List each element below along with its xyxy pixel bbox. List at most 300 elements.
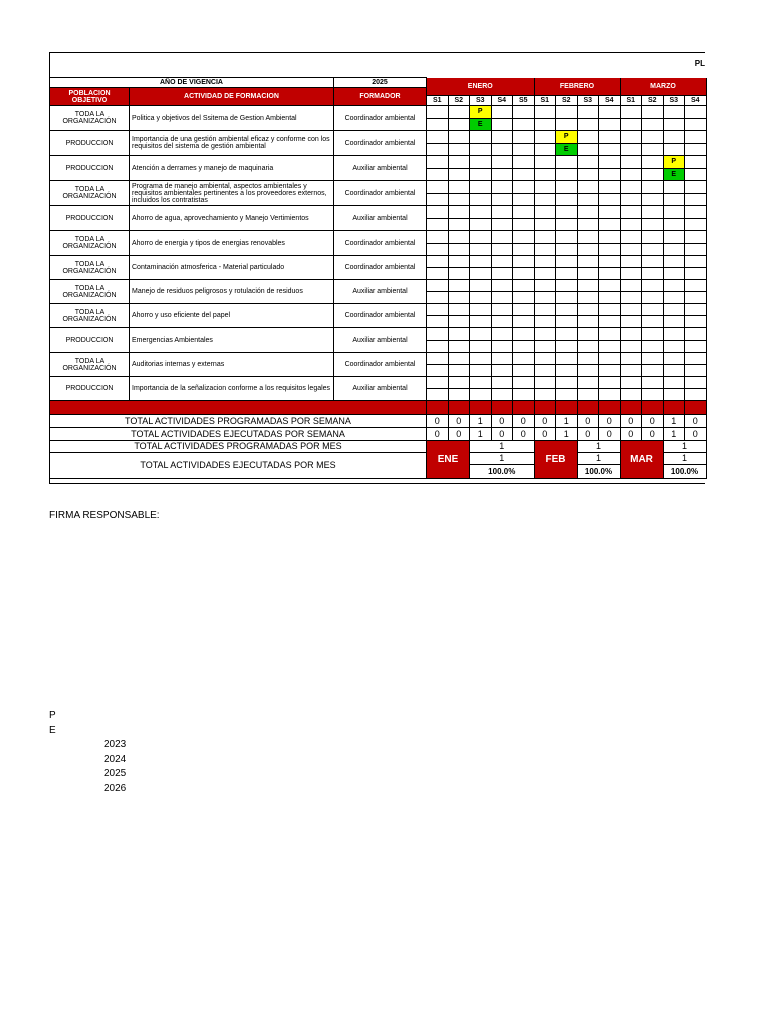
- week-cell-ejecutado[interactable]: [535, 244, 557, 257]
- week-cell-programado[interactable]: [642, 131, 664, 144]
- week-cell-programado[interactable]: [642, 181, 664, 194]
- week-cell-ejecutado[interactable]: [556, 316, 578, 328]
- week-cell-programado[interactable]: [513, 353, 535, 365]
- week-cell-ejecutado[interactable]: [449, 219, 471, 232]
- week-cell-programado[interactable]: [470, 304, 492, 316]
- week-cell-programado[interactable]: [599, 328, 621, 341]
- week-cell-ejecutado[interactable]: [642, 244, 664, 257]
- week-cell-programado[interactable]: [513, 156, 535, 169]
- week-cell-ejecutado[interactable]: [427, 219, 449, 232]
- week-cell-programado[interactable]: [535, 206, 557, 219]
- week-cell-programado[interactable]: [492, 231, 514, 244]
- week-cell-programado[interactable]: [664, 328, 686, 341]
- week-cell-ejecutado[interactable]: [685, 169, 707, 182]
- week-cell-ejecutado[interactable]: [535, 292, 557, 304]
- week-cell-ejecutado[interactable]: [556, 292, 578, 304]
- week-cell-ejecutado[interactable]: [535, 219, 557, 232]
- week-cell-programado[interactable]: [556, 353, 578, 365]
- week-cell-ejecutado[interactable]: [642, 341, 664, 354]
- week-cell-ejecutado[interactable]: [578, 268, 600, 280]
- week-cell-programado[interactable]: [556, 377, 578, 389]
- week-cell-ejecutado[interactable]: [513, 119, 535, 132]
- week-cell-programado[interactable]: [685, 304, 707, 316]
- week-cell-ejecutado[interactable]: [492, 365, 514, 377]
- week-cell-ejecutado[interactable]: [449, 316, 471, 328]
- week-cell-ejecutado[interactable]: [642, 219, 664, 232]
- week-cell-programado[interactable]: [664, 131, 686, 144]
- week-cell-ejecutado[interactable]: [449, 341, 471, 354]
- week-cell-ejecutado[interactable]: [621, 268, 643, 280]
- week-cell-programado[interactable]: [513, 256, 535, 268]
- week-cell-programado[interactable]: [599, 181, 621, 194]
- week-cell-programado[interactable]: [685, 280, 707, 292]
- week-cell-ejecutado[interactable]: [513, 169, 535, 182]
- week-cell-programado[interactable]: [535, 328, 557, 341]
- week-cell-ejecutado[interactable]: [664, 316, 686, 328]
- week-cell-ejecutado[interactable]: [685, 389, 707, 401]
- week-cell-programado[interactable]: [427, 280, 449, 292]
- week-cell-ejecutado[interactable]: [427, 194, 449, 207]
- programado-marker[interactable]: P: [556, 131, 578, 144]
- week-cell-ejecutado[interactable]: [578, 316, 600, 328]
- week-cell-ejecutado[interactable]: [427, 316, 449, 328]
- week-cell-ejecutado[interactable]: [664, 268, 686, 280]
- week-cell-ejecutado[interactable]: [492, 341, 514, 354]
- week-cell-ejecutado[interactable]: [513, 292, 535, 304]
- week-cell-ejecutado[interactable]: [513, 341, 535, 354]
- week-cell-ejecutado[interactable]: [535, 268, 557, 280]
- week-cell-programado[interactable]: [492, 280, 514, 292]
- week-cell-programado[interactable]: [535, 353, 557, 365]
- week-cell-ejecutado[interactable]: [642, 194, 664, 207]
- week-cell-programado[interactable]: [470, 131, 492, 144]
- week-cell-programado[interactable]: [535, 106, 557, 119]
- week-cell-ejecutado[interactable]: [556, 268, 578, 280]
- programado-marker[interactable]: P: [664, 156, 686, 169]
- week-cell-programado[interactable]: [470, 206, 492, 219]
- week-cell-programado[interactable]: [599, 231, 621, 244]
- week-cell-programado[interactable]: [492, 377, 514, 389]
- week-cell-programado[interactable]: [449, 353, 471, 365]
- week-cell-programado[interactable]: [492, 328, 514, 341]
- week-cell-programado[interactable]: [621, 304, 643, 316]
- week-cell-ejecutado[interactable]: [492, 219, 514, 232]
- week-cell-programado[interactable]: [685, 131, 707, 144]
- week-cell-programado[interactable]: [642, 231, 664, 244]
- week-cell-ejecutado[interactable]: [427, 389, 449, 401]
- week-cell-programado[interactable]: [470, 353, 492, 365]
- week-cell-programado[interactable]: [599, 256, 621, 268]
- week-cell-programado[interactable]: [599, 304, 621, 316]
- week-cell-ejecutado[interactable]: [470, 194, 492, 207]
- week-cell-programado[interactable]: [492, 256, 514, 268]
- week-cell-programado[interactable]: [427, 304, 449, 316]
- week-cell-programado[interactable]: [556, 106, 578, 119]
- week-cell-programado[interactable]: [599, 131, 621, 144]
- week-cell-ejecutado[interactable]: [578, 194, 600, 207]
- week-cell-ejecutado[interactable]: [449, 169, 471, 182]
- week-cell-ejecutado[interactable]: [427, 365, 449, 377]
- week-cell-ejecutado[interactable]: [664, 244, 686, 257]
- week-cell-programado[interactable]: [449, 231, 471, 244]
- week-cell-ejecutado[interactable]: [685, 244, 707, 257]
- week-cell-programado[interactable]: [578, 131, 600, 144]
- week-cell-ejecutado[interactable]: [685, 365, 707, 377]
- week-cell-programado[interactable]: [578, 377, 600, 389]
- week-cell-ejecutado[interactable]: [427, 169, 449, 182]
- week-cell-ejecutado[interactable]: [664, 219, 686, 232]
- week-cell-ejecutado[interactable]: [427, 244, 449, 257]
- week-cell-programado[interactable]: [599, 280, 621, 292]
- week-cell-programado[interactable]: [449, 131, 471, 144]
- week-cell-programado[interactable]: [599, 353, 621, 365]
- week-cell-programado[interactable]: [642, 377, 664, 389]
- week-cell-programado[interactable]: [513, 377, 535, 389]
- week-cell-ejecutado[interactable]: [621, 365, 643, 377]
- week-cell-ejecutado[interactable]: [621, 119, 643, 132]
- week-cell-programado[interactable]: [449, 256, 471, 268]
- week-cell-ejecutado[interactable]: [621, 144, 643, 157]
- week-cell-ejecutado[interactable]: [578, 341, 600, 354]
- week-cell-programado[interactable]: [621, 256, 643, 268]
- week-cell-ejecutado[interactable]: [685, 316, 707, 328]
- week-cell-programado[interactable]: [664, 181, 686, 194]
- week-cell-programado[interactable]: [642, 280, 664, 292]
- week-cell-ejecutado[interactable]: [449, 365, 471, 377]
- week-cell-ejecutado[interactable]: [470, 244, 492, 257]
- week-cell-ejecutado[interactable]: [578, 292, 600, 304]
- week-cell-ejecutado[interactable]: [621, 316, 643, 328]
- week-cell-ejecutado[interactable]: [642, 119, 664, 132]
- week-cell-programado[interactable]: [492, 106, 514, 119]
- week-cell-ejecutado[interactable]: [513, 194, 535, 207]
- week-cell-ejecutado[interactable]: [685, 219, 707, 232]
- week-cell-ejecutado[interactable]: [470, 316, 492, 328]
- week-cell-programado[interactable]: [578, 304, 600, 316]
- week-cell-programado[interactable]: [578, 231, 600, 244]
- week-cell-ejecutado[interactable]: [642, 292, 664, 304]
- week-cell-programado[interactable]: [513, 106, 535, 119]
- week-cell-ejecutado[interactable]: [642, 268, 664, 280]
- week-cell-programado[interactable]: [427, 206, 449, 219]
- week-cell-ejecutado[interactable]: [664, 389, 686, 401]
- week-cell-ejecutado[interactable]: [513, 268, 535, 280]
- week-cell-programado[interactable]: [470, 377, 492, 389]
- week-cell-ejecutado[interactable]: [599, 119, 621, 132]
- week-cell-programado[interactable]: [578, 156, 600, 169]
- week-cell-ejecutado[interactable]: [427, 341, 449, 354]
- week-cell-programado[interactable]: [578, 206, 600, 219]
- week-cell-ejecutado[interactable]: [513, 244, 535, 257]
- week-cell-programado[interactable]: [599, 156, 621, 169]
- week-cell-ejecutado[interactable]: [470, 169, 492, 182]
- week-cell-ejecutado[interactable]: [642, 316, 664, 328]
- week-cell-ejecutado[interactable]: [556, 119, 578, 132]
- week-cell-ejecutado[interactable]: [492, 194, 514, 207]
- week-cell-programado[interactable]: [470, 280, 492, 292]
- week-cell-ejecutado[interactable]: [664, 194, 686, 207]
- week-cell-ejecutado[interactable]: [535, 169, 557, 182]
- week-cell-ejecutado[interactable]: [470, 144, 492, 157]
- week-cell-ejecutado[interactable]: [599, 316, 621, 328]
- week-cell-ejecutado[interactable]: [513, 219, 535, 232]
- week-cell-programado[interactable]: [535, 304, 557, 316]
- week-cell-ejecutado[interactable]: [578, 219, 600, 232]
- week-cell-ejecutado[interactable]: [513, 316, 535, 328]
- week-cell-programado[interactable]: [470, 328, 492, 341]
- week-cell-ejecutado[interactable]: [621, 341, 643, 354]
- week-cell-programado[interactable]: [513, 131, 535, 144]
- week-cell-programado[interactable]: [685, 377, 707, 389]
- week-cell-programado[interactable]: [685, 328, 707, 341]
- week-cell-programado[interactable]: [535, 377, 557, 389]
- week-cell-programado[interactable]: [621, 328, 643, 341]
- week-cell-ejecutado[interactable]: [685, 268, 707, 280]
- week-cell-ejecutado[interactable]: [427, 119, 449, 132]
- week-cell-programado[interactable]: [578, 328, 600, 341]
- week-cell-programado[interactable]: [599, 206, 621, 219]
- week-cell-ejecutado[interactable]: [492, 244, 514, 257]
- week-cell-ejecutado[interactable]: [492, 316, 514, 328]
- week-cell-programado[interactable]: [685, 106, 707, 119]
- week-cell-ejecutado[interactable]: [621, 244, 643, 257]
- week-cell-programado[interactable]: [642, 304, 664, 316]
- week-cell-programado[interactable]: [427, 256, 449, 268]
- week-cell-ejecutado[interactable]: [535, 365, 557, 377]
- week-cell-ejecutado[interactable]: [556, 169, 578, 182]
- week-cell-ejecutado[interactable]: [578, 244, 600, 257]
- week-cell-programado[interactable]: [621, 377, 643, 389]
- week-cell-programado[interactable]: [664, 280, 686, 292]
- week-cell-programado[interactable]: [556, 156, 578, 169]
- week-cell-programado[interactable]: [513, 231, 535, 244]
- week-cell-programado[interactable]: [513, 206, 535, 219]
- week-cell-programado[interactable]: [535, 280, 557, 292]
- week-cell-ejecutado[interactable]: [470, 268, 492, 280]
- week-cell-ejecutado[interactable]: [642, 144, 664, 157]
- week-cell-programado[interactable]: [642, 106, 664, 119]
- week-cell-programado[interactable]: [427, 231, 449, 244]
- week-cell-ejecutado[interactable]: [556, 219, 578, 232]
- week-cell-programado[interactable]: [449, 377, 471, 389]
- week-cell-ejecutado[interactable]: [578, 365, 600, 377]
- week-cell-ejecutado[interactable]: [492, 169, 514, 182]
- ejecutado-marker[interactable]: E: [556, 144, 578, 157]
- week-cell-ejecutado[interactable]: [535, 316, 557, 328]
- week-cell-programado[interactable]: [578, 256, 600, 268]
- week-cell-ejecutado[interactable]: [642, 169, 664, 182]
- week-cell-programado[interactable]: [449, 206, 471, 219]
- week-cell-programado[interactable]: [449, 280, 471, 292]
- week-cell-programado[interactable]: [664, 377, 686, 389]
- week-cell-ejecutado[interactable]: [599, 268, 621, 280]
- week-cell-ejecutado[interactable]: [449, 292, 471, 304]
- week-cell-programado[interactable]: [427, 181, 449, 194]
- week-cell-programado[interactable]: [449, 181, 471, 194]
- week-cell-programado[interactable]: [492, 304, 514, 316]
- week-cell-programado[interactable]: [621, 181, 643, 194]
- week-cell-programado[interactable]: [449, 304, 471, 316]
- week-cell-ejecutado[interactable]: [664, 341, 686, 354]
- week-cell-programado[interactable]: [492, 206, 514, 219]
- week-cell-ejecutado[interactable]: [642, 389, 664, 401]
- week-cell-programado[interactable]: [492, 353, 514, 365]
- week-cell-programado[interactable]: [513, 304, 535, 316]
- week-cell-programado[interactable]: [621, 353, 643, 365]
- week-cell-programado[interactable]: [621, 106, 643, 119]
- week-cell-programado[interactable]: [492, 181, 514, 194]
- week-cell-programado[interactable]: [642, 156, 664, 169]
- week-cell-ejecutado[interactable]: [427, 268, 449, 280]
- week-cell-programado[interactable]: [664, 106, 686, 119]
- week-cell-programado[interactable]: [578, 181, 600, 194]
- week-cell-ejecutado[interactable]: [470, 292, 492, 304]
- week-cell-ejecutado[interactable]: [578, 389, 600, 401]
- week-cell-programado[interactable]: [685, 256, 707, 268]
- week-cell-ejecutado[interactable]: [556, 244, 578, 257]
- week-cell-ejecutado[interactable]: [685, 194, 707, 207]
- week-cell-ejecutado[interactable]: [492, 292, 514, 304]
- week-cell-programado[interactable]: [427, 353, 449, 365]
- week-cell-programado[interactable]: [556, 280, 578, 292]
- week-cell-programado[interactable]: [492, 131, 514, 144]
- week-cell-ejecutado[interactable]: [599, 365, 621, 377]
- week-cell-programado[interactable]: [621, 156, 643, 169]
- week-cell-ejecutado[interactable]: [685, 341, 707, 354]
- week-cell-programado[interactable]: [513, 181, 535, 194]
- week-cell-ejecutado[interactable]: [599, 244, 621, 257]
- week-cell-ejecutado[interactable]: [449, 244, 471, 257]
- week-cell-programado[interactable]: [449, 156, 471, 169]
- week-cell-programado[interactable]: [599, 377, 621, 389]
- week-cell-ejecutado[interactable]: [599, 169, 621, 182]
- week-cell-ejecutado[interactable]: [449, 119, 471, 132]
- week-cell-ejecutado[interactable]: [578, 144, 600, 157]
- week-cell-programado[interactable]: [492, 156, 514, 169]
- week-cell-ejecutado[interactable]: [449, 194, 471, 207]
- week-cell-programado[interactable]: [470, 256, 492, 268]
- week-cell-ejecutado[interactable]: [470, 341, 492, 354]
- week-cell-ejecutado[interactable]: [599, 219, 621, 232]
- week-cell-ejecutado[interactable]: [621, 292, 643, 304]
- week-cell-programado[interactable]: [427, 131, 449, 144]
- week-cell-ejecutado[interactable]: [599, 292, 621, 304]
- week-cell-programado[interactable]: [578, 280, 600, 292]
- week-cell-programado[interactable]: [664, 304, 686, 316]
- week-cell-ejecutado[interactable]: [427, 144, 449, 157]
- week-cell-programado[interactable]: [535, 156, 557, 169]
- week-cell-ejecutado[interactable]: [664, 292, 686, 304]
- week-cell-programado[interactable]: [556, 206, 578, 219]
- week-cell-ejecutado[interactable]: [535, 194, 557, 207]
- week-cell-programado[interactable]: [427, 106, 449, 119]
- week-cell-programado[interactable]: [470, 181, 492, 194]
- week-cell-programado[interactable]: [556, 181, 578, 194]
- week-cell-programado[interactable]: [685, 181, 707, 194]
- week-cell-ejecutado[interactable]: [556, 365, 578, 377]
- week-cell-ejecutado[interactable]: [556, 341, 578, 354]
- week-cell-programado[interactable]: [556, 328, 578, 341]
- week-cell-programado[interactable]: [642, 328, 664, 341]
- week-cell-programado[interactable]: [535, 131, 557, 144]
- week-cell-ejecutado[interactable]: [621, 169, 643, 182]
- week-cell-ejecutado[interactable]: [599, 144, 621, 157]
- week-cell-programado[interactable]: [470, 156, 492, 169]
- week-cell-ejecutado[interactable]: [470, 365, 492, 377]
- week-cell-programado[interactable]: [556, 231, 578, 244]
- week-cell-ejecutado[interactable]: [664, 365, 686, 377]
- week-cell-ejecutado[interactable]: [535, 119, 557, 132]
- week-cell-programado[interactable]: [642, 206, 664, 219]
- week-cell-ejecutado[interactable]: [685, 119, 707, 132]
- week-cell-programado[interactable]: [685, 156, 707, 169]
- week-cell-ejecutado[interactable]: [449, 144, 471, 157]
- week-cell-ejecutado[interactable]: [492, 119, 514, 132]
- week-cell-programado[interactable]: [621, 280, 643, 292]
- week-cell-programado[interactable]: [621, 206, 643, 219]
- programado-marker[interactable]: P: [470, 106, 492, 119]
- week-cell-programado[interactable]: [513, 328, 535, 341]
- week-cell-programado[interactable]: [685, 353, 707, 365]
- week-cell-ejecutado[interactable]: [599, 194, 621, 207]
- week-cell-ejecutado[interactable]: [513, 389, 535, 401]
- week-cell-ejecutado[interactable]: [470, 219, 492, 232]
- week-cell-ejecutado[interactable]: [535, 389, 557, 401]
- week-cell-programado[interactable]: [664, 206, 686, 219]
- week-cell-ejecutado[interactable]: [578, 169, 600, 182]
- week-cell-programado[interactable]: [427, 156, 449, 169]
- week-cell-ejecutado[interactable]: [621, 219, 643, 232]
- week-cell-ejecutado[interactable]: [535, 144, 557, 157]
- week-cell-programado[interactable]: [535, 231, 557, 244]
- week-cell-programado[interactable]: [664, 353, 686, 365]
- week-cell-ejecutado[interactable]: [664, 119, 686, 132]
- week-cell-ejecutado[interactable]: [556, 194, 578, 207]
- week-cell-programado[interactable]: [556, 256, 578, 268]
- week-cell-ejecutado[interactable]: [470, 389, 492, 401]
- week-cell-ejecutado[interactable]: [535, 341, 557, 354]
- week-cell-ejecutado[interactable]: [621, 194, 643, 207]
- week-cell-programado[interactable]: [621, 131, 643, 144]
- week-cell-ejecutado[interactable]: [685, 144, 707, 157]
- week-cell-programado[interactable]: [642, 256, 664, 268]
- week-cell-ejecutado[interactable]: [427, 292, 449, 304]
- week-cell-ejecutado[interactable]: [578, 119, 600, 132]
- week-cell-programado[interactable]: [427, 377, 449, 389]
- week-cell-ejecutado[interactable]: [664, 144, 686, 157]
- ejecutado-marker[interactable]: E: [664, 169, 686, 182]
- week-cell-ejecutado[interactable]: [492, 144, 514, 157]
- week-cell-ejecutado[interactable]: [513, 365, 535, 377]
- week-cell-programado[interactable]: [599, 106, 621, 119]
- week-cell-programado[interactable]: [427, 328, 449, 341]
- ejecutado-marker[interactable]: E: [470, 119, 492, 132]
- week-cell-ejecutado[interactable]: [556, 389, 578, 401]
- week-cell-programado[interactable]: [578, 106, 600, 119]
- week-cell-ejecutado[interactable]: [449, 389, 471, 401]
- week-cell-programado[interactable]: [621, 231, 643, 244]
- week-cell-programado[interactable]: [685, 206, 707, 219]
- week-cell-programado[interactable]: [578, 353, 600, 365]
- week-cell-programado[interactable]: [556, 304, 578, 316]
- week-cell-ejecutado[interactable]: [642, 365, 664, 377]
- week-cell-programado[interactable]: [449, 106, 471, 119]
- week-cell-programado[interactable]: [535, 256, 557, 268]
- week-cell-programado[interactable]: [664, 231, 686, 244]
- week-cell-ejecutado[interactable]: [449, 268, 471, 280]
- week-cell-programado[interactable]: [535, 181, 557, 194]
- week-cell-ejecutado[interactable]: [599, 341, 621, 354]
